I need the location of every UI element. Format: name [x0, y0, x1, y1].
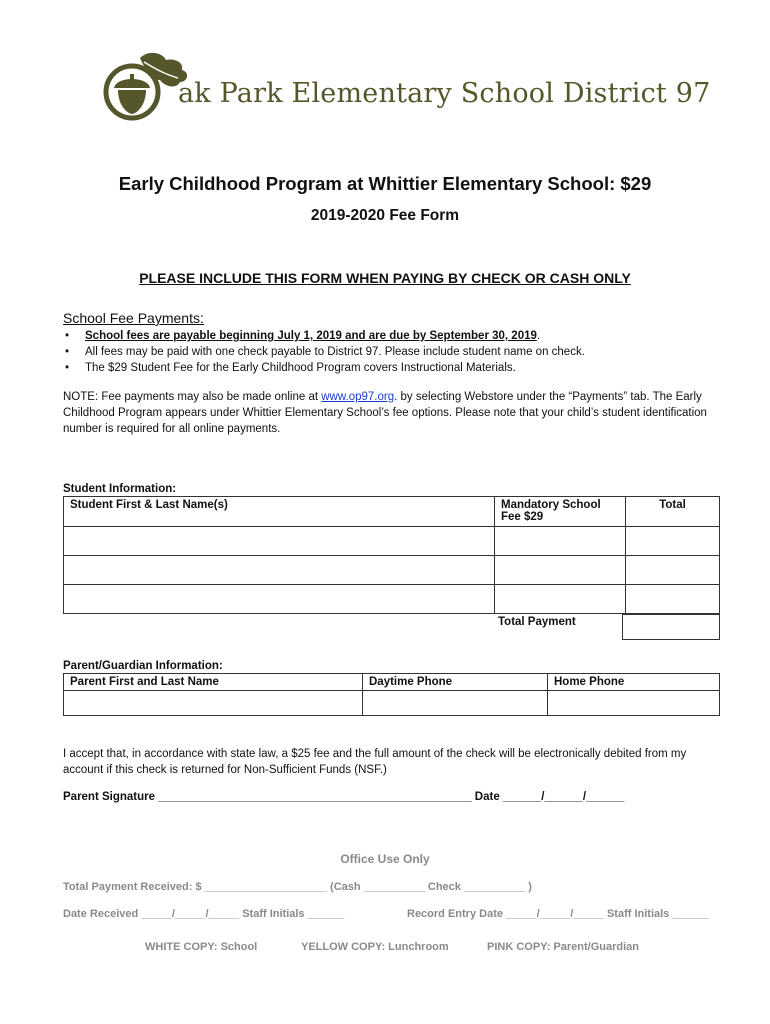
office-record-line: Record Entry Date _____/_____/_____ Staff Initials ______ [407, 908, 710, 920]
parent-name-cell[interactable] [64, 691, 363, 716]
pink-copy-label: PINK COPY: Parent/Guardian [487, 941, 639, 953]
office-date-line: Date Received _____/_____/_____ Staff Initials ______ [63, 908, 345, 920]
office-use-title: Office Use Only [340, 852, 430, 866]
district-logo [100, 50, 711, 130]
page-subtitle: 2019-2020 Fee Form [310, 207, 460, 224]
website-link[interactable]: www.op97.org [321, 391, 395, 403]
table-row [64, 556, 720, 585]
parent-info-label: Parent/Guardian Information: [63, 660, 223, 672]
total-payment-label: Total Payment [498, 616, 576, 628]
logo-text: ak Park Elementary School District 97 [178, 78, 711, 109]
parent-name-header: Parent First and Last Name [64, 674, 363, 691]
total-payment-box[interactable] [622, 614, 720, 640]
list-item: • School fees are payable beginning July 1, 2019 and are due by September 30, 2019. [63, 328, 585, 344]
student-name-header: Student First & Last Name(s) [64, 497, 495, 527]
list-item: • The $29 Student Fee for the Early Childhood Program covers Instructional Materials. [63, 360, 585, 376]
home-phone-cell[interactable] [548, 691, 720, 716]
yellow-copy-label: YELLOW COPY: Lunchroom [301, 941, 449, 953]
due-date-text: School fees are payable beginning July 1, 2019 and are due by September 30, 2019 [85, 330, 537, 342]
note-prefix: NOTE: Fee payments may also be made online at [63, 391, 322, 403]
office-payment-line: Total Payment Received: $ ____________________ (Cash __________ Check __________ ) [63, 881, 532, 893]
home-phone-header: Home Phone [548, 674, 720, 691]
nsf-acceptance-text: I accept that, in accordance with state law, a $25 fee and the full amount of the check will be electronically debited from my account if this check is returned for Non-Sufficient Funds (NSF.) [63, 748, 687, 776]
student-table [63, 496, 720, 614]
daytime-phone-cell[interactable] [363, 691, 548, 716]
online-payment-note [63, 389, 723, 437]
total-cell[interactable] [626, 527, 720, 556]
fee-header: Mandatory School Fee $29 [495, 497, 626, 527]
fee-heading: School Fee Payments: [63, 310, 204, 326]
total-cell[interactable] [626, 556, 720, 585]
fee-cell[interactable] [495, 585, 626, 614]
white-copy-label: WHITE COPY: School [145, 941, 258, 953]
signature-line[interactable]: Parent Signature _________________________________________________ Date ______/______/______ [63, 791, 625, 803]
total-cell[interactable] [626, 585, 720, 614]
daytime-phone-header: Daytime Phone [363, 674, 548, 691]
page-title: Early Childhood Program at Whittier Elementary School: $29 [118, 173, 652, 194]
student-info-label: Student Information: [63, 483, 177, 495]
student-name-cell[interactable] [64, 585, 495, 614]
table-row [64, 527, 720, 556]
student-name-cell[interactable] [64, 527, 495, 556]
list-item: • All fees may be paid with one check payable to District 97. Please include student name on check. [63, 344, 585, 360]
fee-bullets [63, 328, 585, 376]
fee-cell[interactable] [495, 527, 626, 556]
table-row [64, 585, 720, 614]
student-name-cell[interactable] [64, 556, 495, 585]
total-header: Total [626, 497, 720, 527]
parent-table [63, 673, 720, 716]
note-suffix: . by selecting Webstore under the “Payments” tab. The Early Childhood Program appears under Whittier Elementary School’s fee options. Please note that your child’s student identification number is required for all online payments. [63, 391, 707, 435]
table-row [64, 691, 720, 716]
payment-notice: PLEASE INCLUDE THIS FORM WHEN PAYING BY CHECK OR CASH ONLY [139, 270, 631, 286]
fee-cell[interactable] [495, 556, 626, 585]
